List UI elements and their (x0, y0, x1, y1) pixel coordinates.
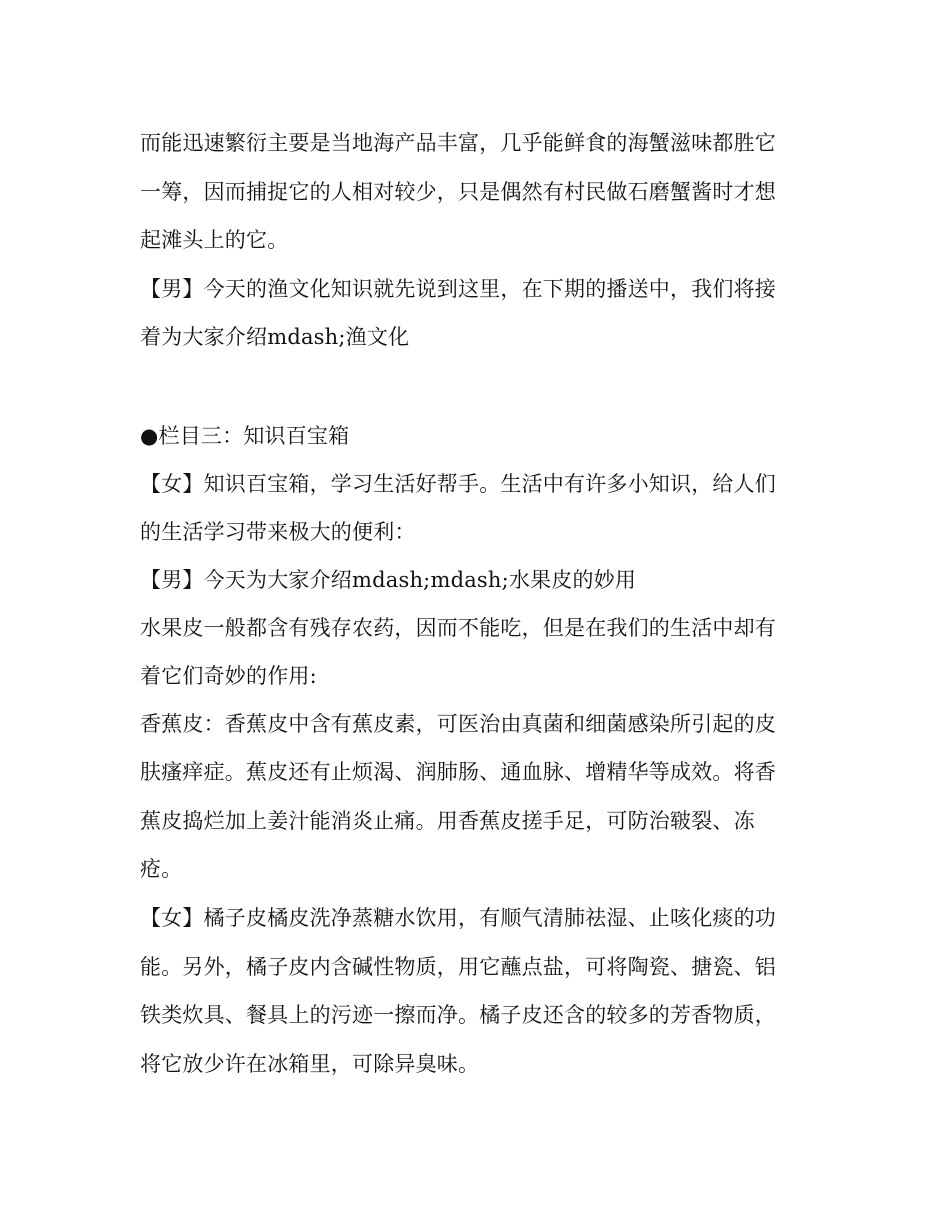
section-heading: ●栏目三：知识百宝箱 (140, 424, 350, 448)
text-line: 起滩头上的它。 (140, 228, 289, 252)
text-line: 【女】橘子皮橘皮洗净蒸糖水饮用，有顺气清肺祛湿、止咳化痰的功 (140, 906, 776, 930)
text-line: 【男】今天为大家介绍mdash;mdash;水果皮的妙用 (140, 568, 637, 592)
text-line: 一筹，因而捕捉它的人相对较少，只是偶然有村民做石磨蟹酱时才想 (140, 180, 776, 204)
text-line: 着它们奇妙的作用: (140, 664, 317, 688)
text-line: 的生活学习带来极大的便利： (140, 520, 416, 544)
text-line: 蕉皮捣烂加上姜汁能消炎止痛。用香蕉皮搓手足，可防治皲裂、冻 (140, 809, 755, 833)
text-line: 而能迅速繁衍主要是当地海产品丰富，几乎能鲜食的海蟹滋味都胜它 (140, 131, 776, 155)
text-line: 水果皮一般都含有残存农药，因而不能吃，但是在我们的生活中却有 (140, 616, 776, 640)
text-line: 肤瘙痒症。蕉皮还有止烦渴、润肺肠、通血脉、增精华等成效。将香 (140, 760, 776, 784)
text-line: 疮。 (140, 857, 183, 881)
text-line: 【女】知识百宝箱，学习生活好帮手。生活中有许多小知识，给人们 (140, 472, 776, 496)
text-line: 将它放少许在冰箱里，可除异臭味。 (140, 1052, 480, 1076)
text-line: 铁类炊具、餐具上的污迹一擦而净。橘子皮还含的较多的芳香物质， (140, 1003, 776, 1027)
text-line: 【男】今天的渔文化知识就先说到这里，在下期的播送中，我们将接 (140, 277, 776, 301)
text-line: 能。另外，橘子皮内含碱性物质，用它蘸点盐，可将陶瓷、搪瓷、铝 (140, 955, 776, 979)
text-line: 香蕉皮：香蕉皮中含有蕉皮素，可医治由真菌和细菌感染所引起的皮 (140, 712, 776, 736)
text-line: 着为大家介绍mdash;渔文化 (140, 325, 410, 349)
